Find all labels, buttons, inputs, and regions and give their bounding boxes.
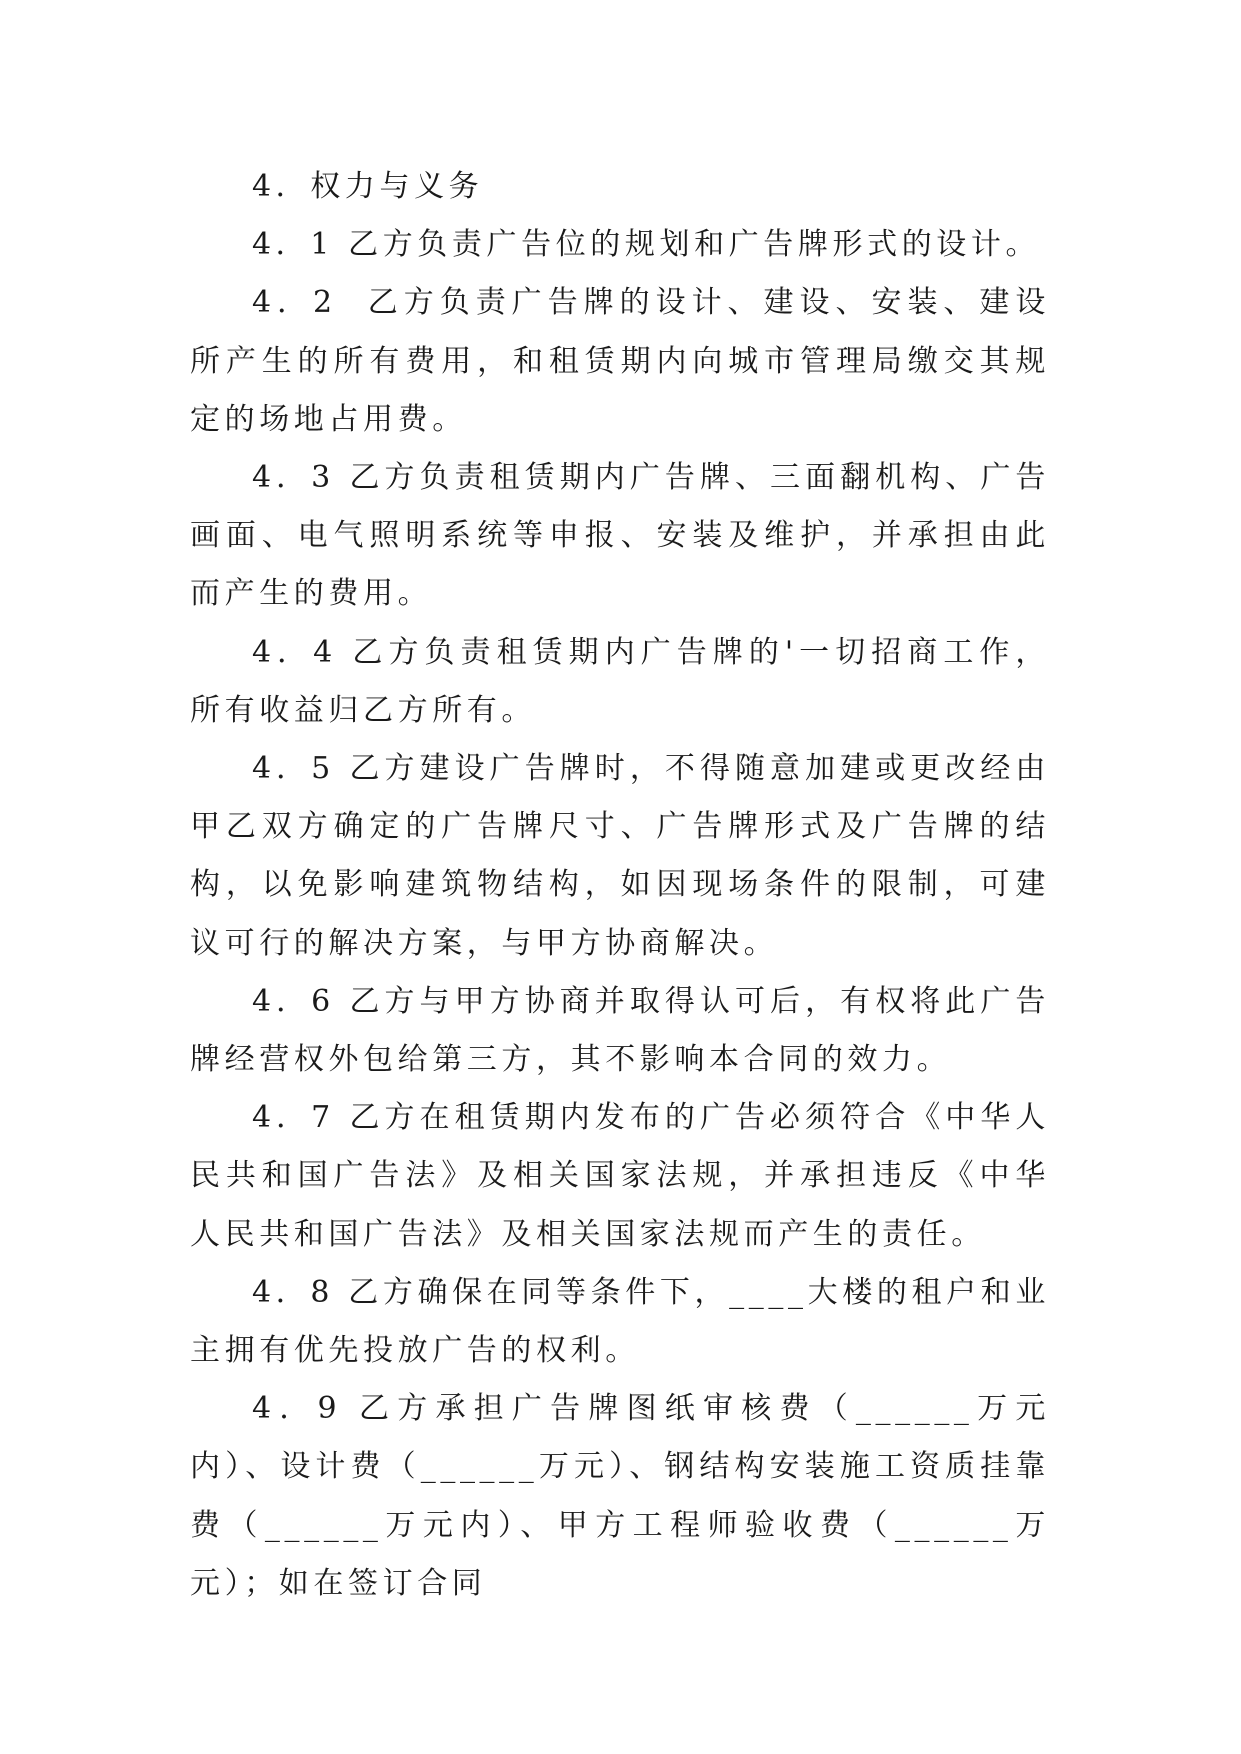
clause-4-8: 4．8 乙方确保在同等条件下，____大楼的租户和业主拥有优先投放广告的权利。 — [190, 1274, 1050, 1369]
clause-4-7: 4．7 乙方在租赁期内发布的广告必须符合《中华人民共和国广告法》及相关国家法规，并承担违反《中华人民共和国广告法》及相关国家法规而产生的责任。 — [190, 1100, 1050, 1252]
clause-4-1: 4．1 乙方负责广告位的规划和广告牌形式的设计。 — [252, 227, 1041, 263]
clause-4-3: 4．3 乙方负责租赁期内广告牌、三面翻机构、广告画面、电气照明系统等申报、安装及维护，并承担由此而产生的费用。 — [190, 460, 1050, 612]
section-heading: 4．权力与义务 — [252, 169, 484, 204]
document-body — [190, 158, 1050, 1613]
clause-4-6: 4．6 乙方与甲方协商并取得认可后，有权将此广告牌经营权外包给第三方，其不影响本合同的效力。 — [190, 983, 1050, 1078]
clause-4-2: 4．2 乙方负责广告牌的设计、建设、安装、建设所产生的所有费用，和租赁期内向城市管理局缴交其规定的场地占用费。 — [190, 285, 1050, 437]
clause-4-9: 4．9 乙方承担广告牌图纸审核费（______万元内）、设计费（______万元）、钢结构安装施工资质挂靠费（______万元内）、甲方工程师验收费（______万元）；如在签订合同 — [190, 1391, 1050, 1601]
clause-4-4: 4．4 乙方负责租赁期内广告牌的'一切招商工作，所有收益归乙方所有。 — [190, 634, 1050, 728]
clause-4-5: 4．5 乙方建设广告牌时，不得随意加建或更改经由甲乙双方确定的广告牌尺寸、广告牌形式及广告牌的结构，以免影响建筑物结构，如因现场条件的限制，可建议可行的解决方案，与甲方协商解决。 — [190, 751, 1050, 961]
